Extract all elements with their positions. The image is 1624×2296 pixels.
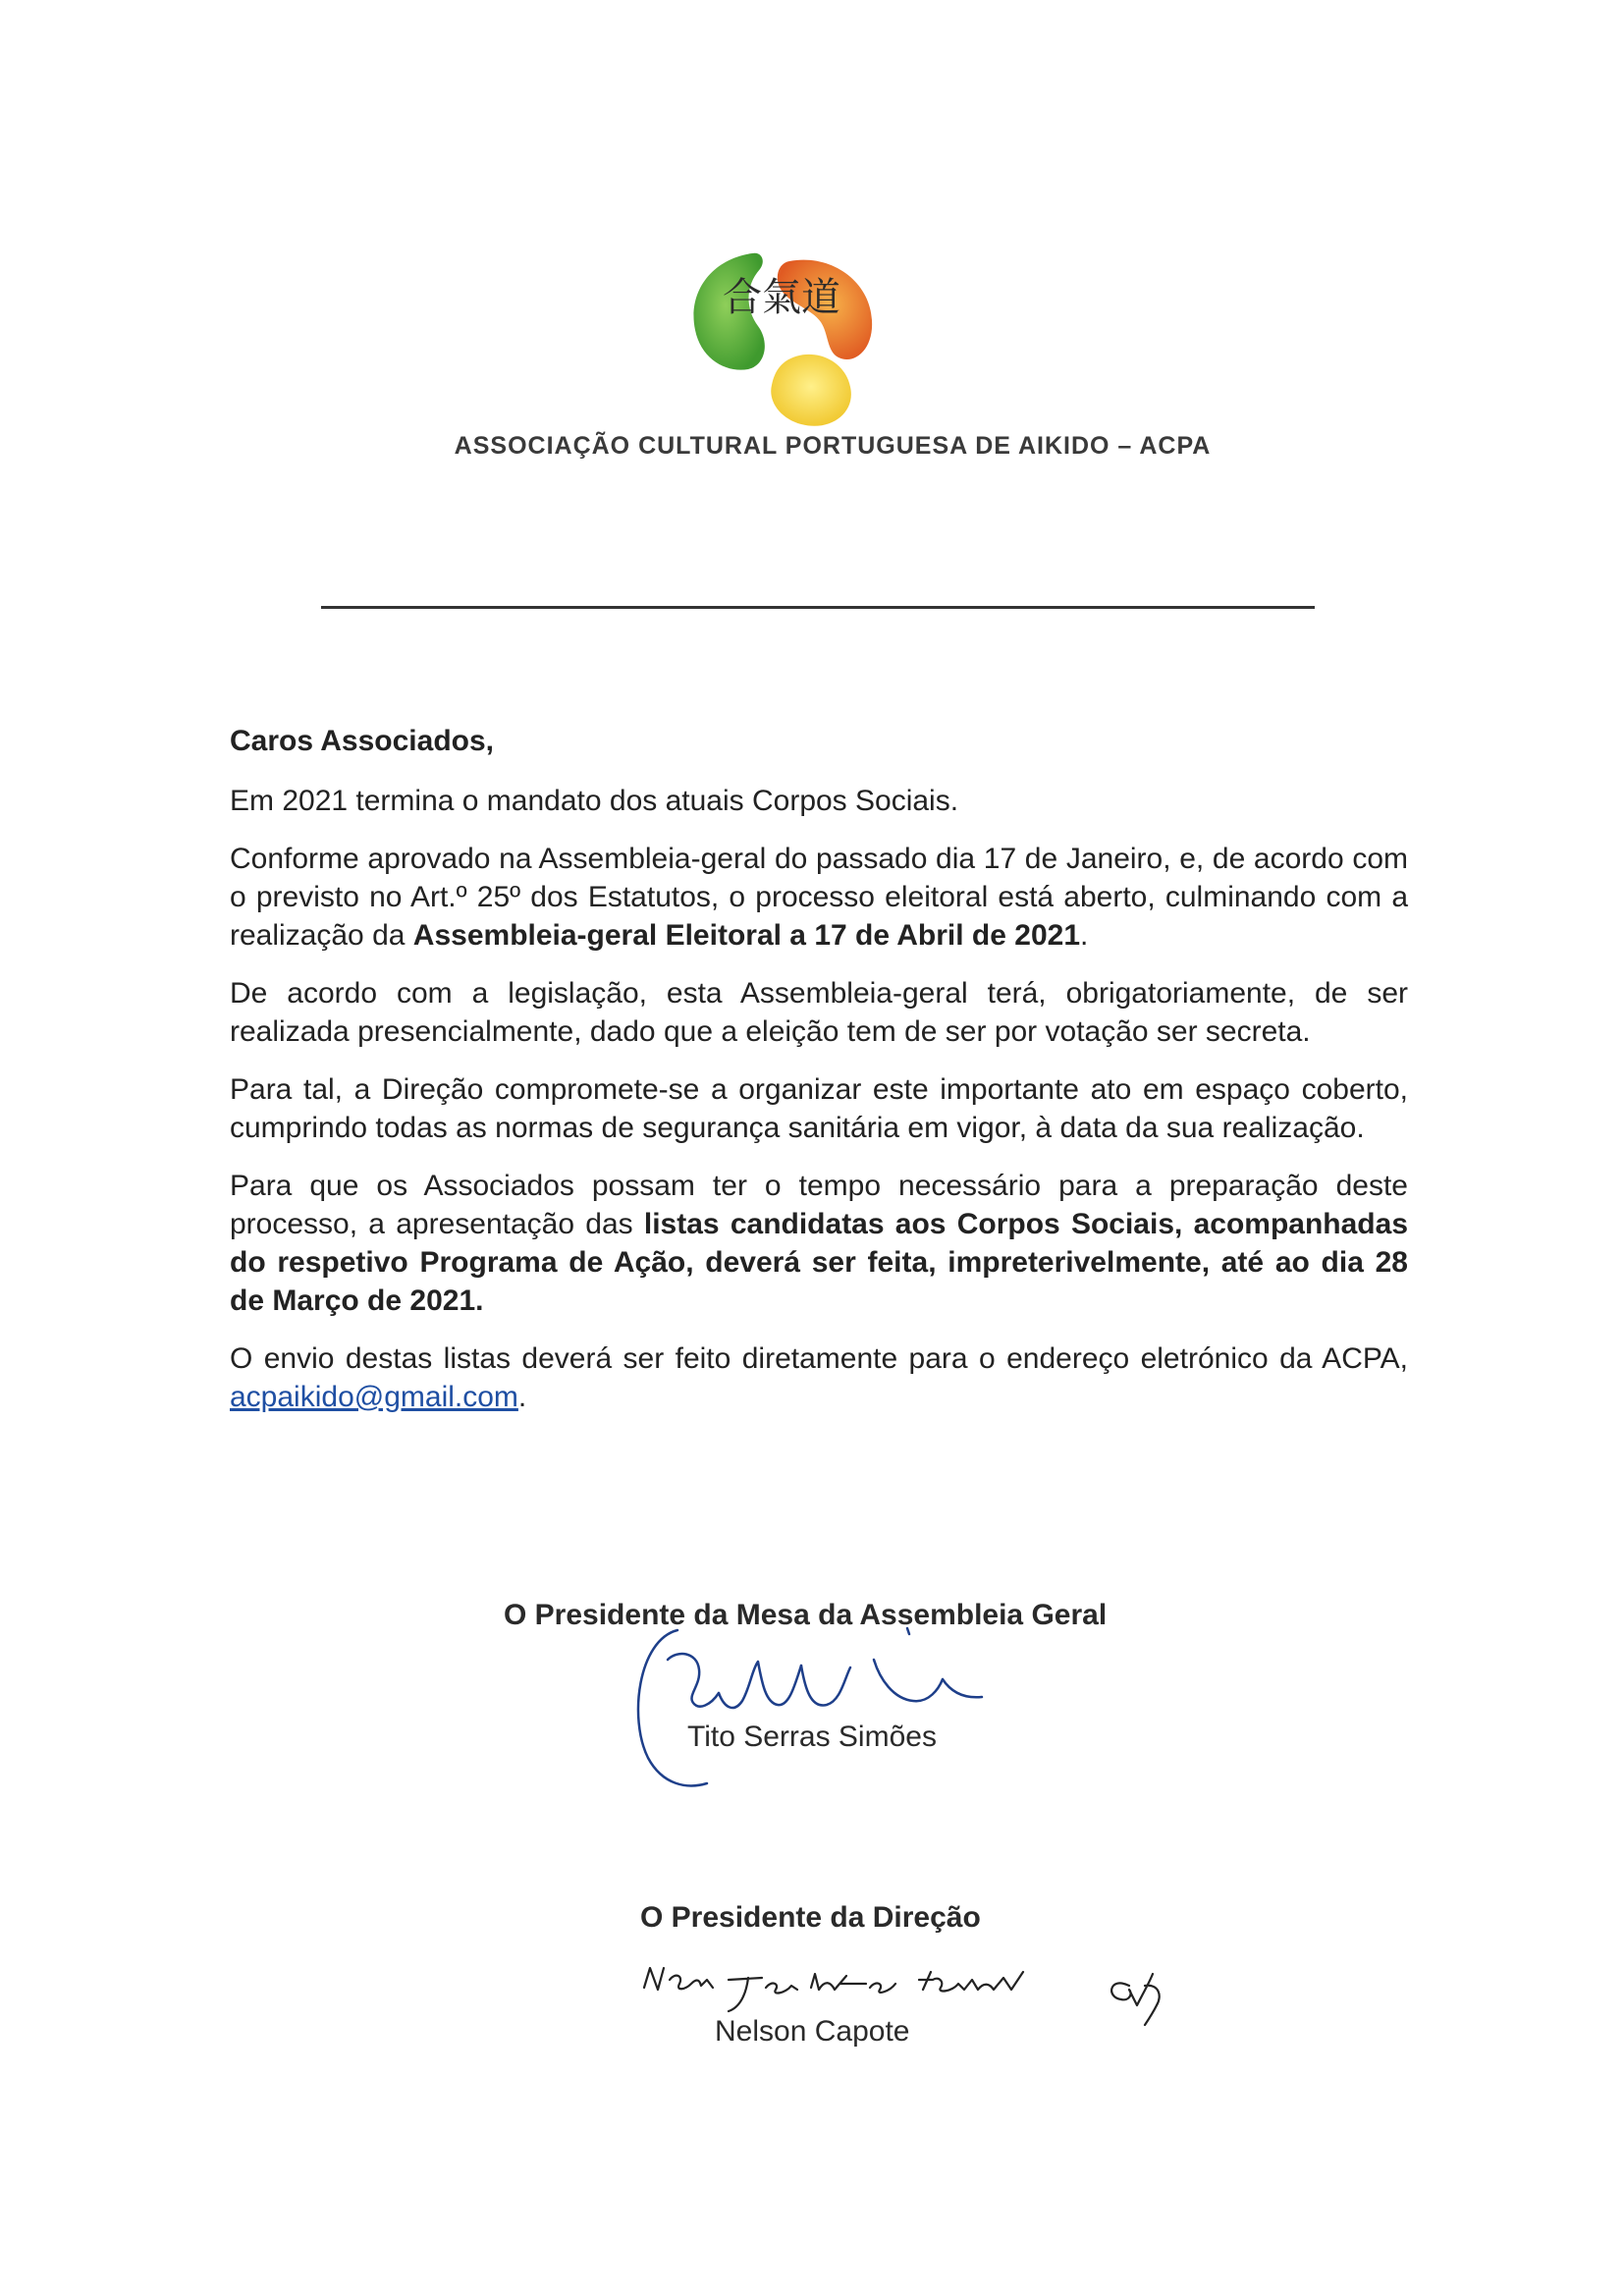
assembly-president-title: O Presidente da Mesa da Assembleia Geral — [504, 1599, 1108, 1631]
email-link[interactable]: acpaikido@gmail.com — [230, 1381, 518, 1413]
greeting: Caros Associados, — [230, 725, 494, 757]
header-divider — [321, 606, 1315, 609]
board-president-name: Nelson Capote — [715, 2015, 910, 2048]
svg-text:合氣道: 合氣道 — [723, 275, 840, 320]
election-date-highlight: Assembleia-geral Eleitoral a 17 de Abril de 2021 — [412, 919, 1081, 952]
paragraph-5 — [230, 1167, 1408, 1320]
paragraph-2-text: Conforme aprovado na Assembleia-geral do passado dia 17 de Janeiro, e, de acordo com o previsto no Art.º 25º dos Estatutos, o processo eleitoral está aberto, culminando com a realização da — [230, 843, 1408, 952]
letter-body — [230, 722, 1408, 1436]
paragraph-6-end: . — [517, 1381, 527, 1413]
paragraph-4: Para tal, a Direção compromete-se a organizar este importante ato em espaço coberto, cumprindo todas as normas de segurança sanitária em vigor, à data da sua realização. — [230, 1073, 1408, 1144]
paragraph-6-text: O envio destas listas deverá ser feito diretamente para o endereço eletrónico da ACPA, — [230, 1342, 1408, 1375]
board-president-title: O Presidente da Direção — [640, 1901, 981, 1934]
deadline-highlight: listas candidatas aos Corpos Sociais, acompanhadas do respetivo Programa de Ação, deverá ser feita, impreterivelmente, até ao dia 28 de Março de 2021. — [230, 1208, 1408, 1317]
organization-name: ASSOCIAÇÃO CULTURAL PORTUGUESA DE AIKIDO – ACPA — [454, 432, 1212, 460]
paragraph-5-text: Para que os Associados possam ter o tempo necessário para a preparação deste processo, a apresentação das — [230, 1170, 1408, 1240]
paragraph-2-end: . — [1080, 919, 1089, 952]
aikido-logo-icon — [683, 244, 880, 430]
paragraph-2 — [230, 840, 1408, 955]
handwritten-signature-icon — [609, 1611, 1070, 1797]
paragraph-6 — [230, 1339, 1408, 1416]
paragraph-3: De acordo com a legislação, esta Assembleia-geral terá, obrigatoriamente, de ser realizada presencialmente, dado que a eleição tem de ser por votação ser secreta. — [230, 977, 1408, 1048]
assembly-president-name: Tito Serras Simões — [687, 1721, 937, 1753]
paragraph-1: Em 2021 termina o mandato dos atuais Corpos Sociais. — [230, 785, 959, 817]
